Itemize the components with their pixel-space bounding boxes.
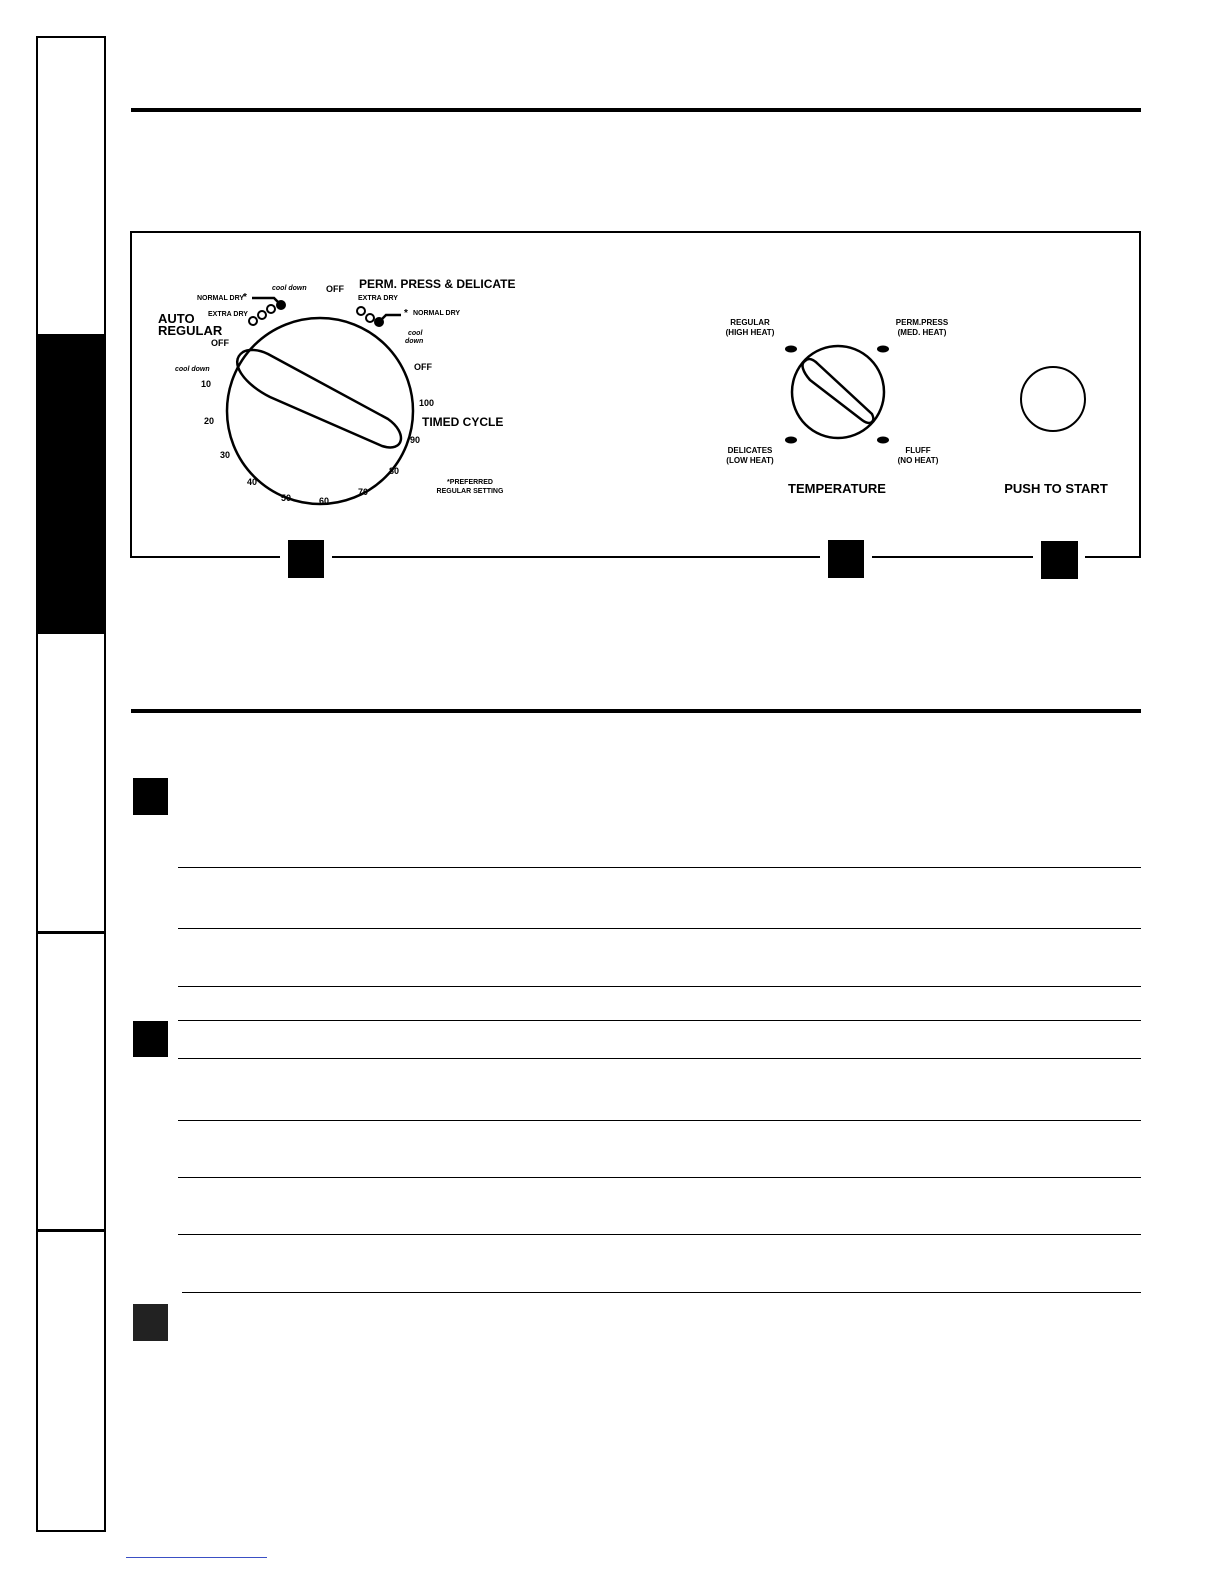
tick-40: 40 — [247, 477, 258, 487]
table-row-divider — [178, 1234, 1141, 1235]
callout-marker-3 — [133, 1304, 168, 1341]
table-row-divider — [178, 867, 1141, 868]
off-right-label: OFF — [414, 362, 432, 372]
tick-100: 100 — [419, 398, 435, 408]
normal-dry-right-label: NORMAL DRY — [413, 310, 461, 317]
section-rule-middle — [131, 709, 1141, 713]
perm-press-med-heat-label: (MED. HEAT) — [897, 328, 947, 337]
tick-70: 70 — [358, 487, 369, 497]
side-tab-divider — [36, 1229, 106, 1232]
dry-level-icon-right — [357, 307, 401, 326]
preferred-setting-note: *PREFERRED — [447, 479, 493, 486]
push-to-start-button[interactable] — [1020, 366, 1086, 432]
cool-down-right-label: cool — [408, 330, 423, 337]
table-row-divider — [178, 1058, 1141, 1059]
side-tab-divider — [36, 931, 106, 934]
preferred-setting-note: REGULAR SETTING — [436, 488, 504, 495]
setting-indicator-dot — [785, 346, 797, 353]
extra-dry-right-label: EXTRA DRY — [358, 295, 398, 302]
callout-marker-temperature — [828, 540, 864, 578]
table-row-divider — [178, 1120, 1141, 1121]
fluff-no-heat-label: FLUFF — [905, 446, 931, 455]
push-to-start-label: PUSH TO START — [1004, 481, 1108, 496]
asterisk-left: * — [243, 292, 247, 303]
delicates-low-heat-label: (LOW HEAT) — [726, 456, 774, 465]
tick-60: 60 — [319, 496, 330, 506]
tick-80: 80 — [389, 466, 400, 476]
extra-dry-left-label: EXTRA DRY — [208, 311, 248, 318]
table-row-divider — [178, 1177, 1141, 1178]
fluff-no-heat-label: (NO HEAT) — [897, 456, 939, 465]
timed-cycle-label: TIMED CYCLE — [422, 415, 504, 429]
table-row-divider — [182, 1292, 1141, 1293]
normal-dry-left-label: NORMAL DRY — [197, 295, 245, 302]
cool-down-right-label: down — [405, 338, 424, 345]
tick-90: 90 — [410, 435, 421, 445]
dry-level-icon-left — [249, 298, 285, 325]
tick-20: 20 — [204, 416, 215, 426]
off-top-label: OFF — [326, 284, 344, 294]
callout-marker-2 — [133, 1021, 168, 1057]
regular-high-heat-label: REGULAR — [730, 318, 770, 327]
regular-high-heat-label: (HIGH HEAT) — [725, 328, 775, 337]
table-row-divider — [178, 986, 1141, 987]
footer-link-underline[interactable] — [126, 1557, 267, 1558]
setting-indicator-dot — [877, 437, 889, 444]
cool-down-top-label: cool down — [272, 285, 307, 292]
tick-10: 10 — [201, 379, 212, 389]
cool-down-left-label: cool down — [175, 366, 210, 373]
tick-30: 30 — [220, 450, 231, 460]
perm-press-med-heat-label: PERM.PRESS — [895, 318, 949, 327]
auto-label: AUTO — [158, 311, 195, 326]
callout-marker-1 — [133, 778, 168, 815]
callout-marker-start — [1041, 541, 1078, 579]
perm-press-delicate-label: PERM. PRESS & DELICATE — [359, 277, 516, 291]
table-row-divider — [178, 1020, 1141, 1021]
table-row-divider — [178, 928, 1141, 929]
tick-50: 50 — [281, 493, 292, 503]
delicates-low-heat-label: DELICATES — [727, 446, 773, 455]
setting-indicator-dot — [785, 437, 797, 444]
off-left-label: OFF — [211, 338, 229, 348]
temperature-title: TEMPERATURE — [788, 481, 886, 496]
setting-indicator-dot — [877, 346, 889, 353]
regular-label: REGULAR — [158, 323, 223, 338]
asterisk-right: * — [404, 308, 408, 319]
